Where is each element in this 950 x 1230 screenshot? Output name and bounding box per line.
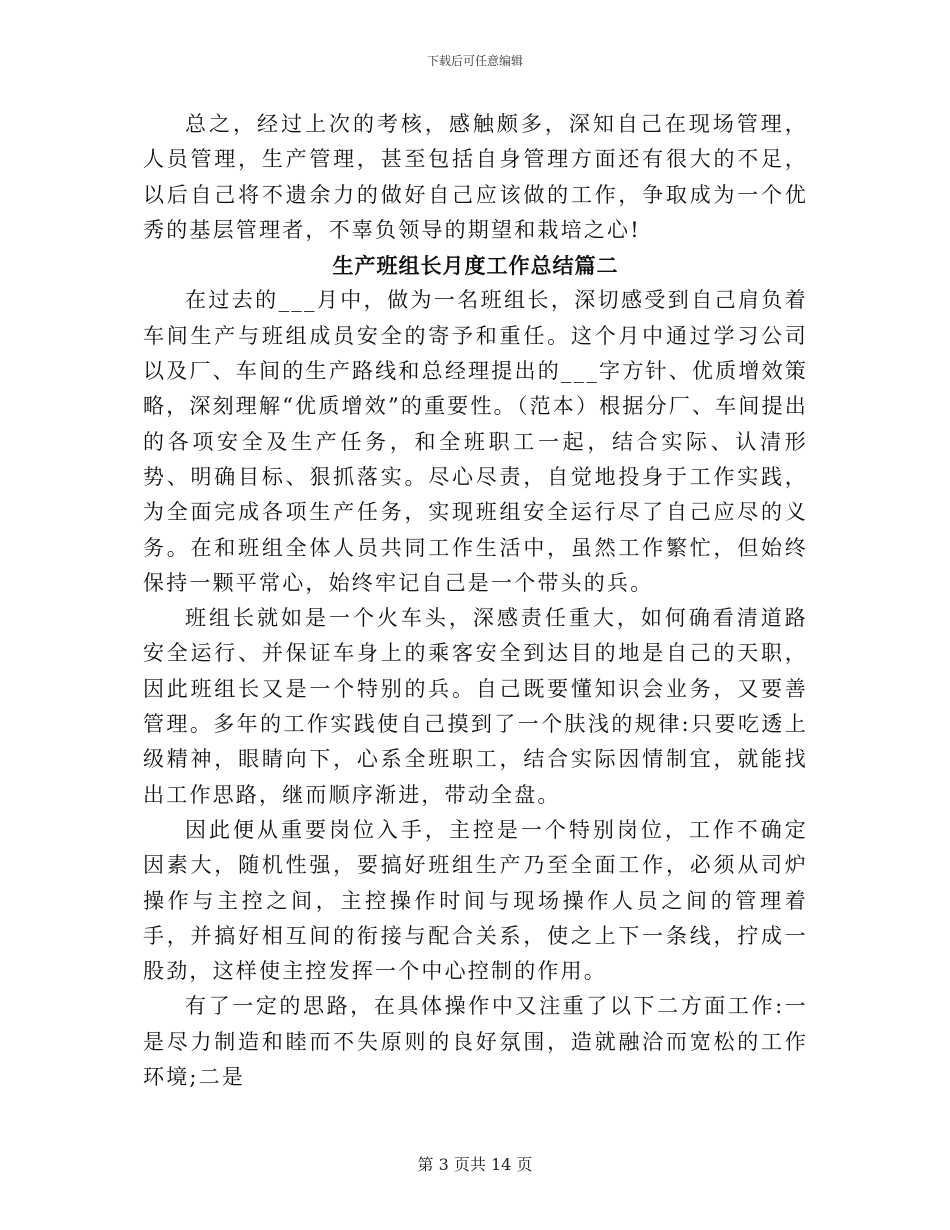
paragraph-conclusion: 总之，经过上次的考核，感触颇多，深知自己在现场管理，人员管理，生产管理，甚至包括自身管理方面还有很大的不足，以后自己将不遗余力的做好自己应该做的工作，争取成为一个优秀的基层管理者，不辜负领导的期望和栽培之心!: [143, 112, 808, 242]
paragraph-role: 班组长就如是一个火车头，深感责任重大，如何确看清道路安全运行、并保证车身上的乘客安全到达目的地是自己的天职，因此班组长又是一个特别的兵。自己既要懂知识会业务，又要善管理。多年的工作实践使自己摸到了一个肤浅的规律:只要吃透上级精神，眼睛向下，心系全班职工，结合实际因情制宜，就能找出工作思路，继而顺序渐进，带动全盘。: [143, 606, 808, 807]
document-body: [143, 107, 808, 1095]
section-title: 生产班组长月度工作总结篇二: [332, 253, 619, 279]
paragraph-overview: 在过去的___月中，做为一名班组长，深切感受到自己肩负着车间生产与班组成员安全的寄予和重任。这个月中通过学习公司以及厂、车间的生产路线和总经理提出的___字方针、优质增效策略，深刻理解“优质增效”的重要性。（范本）根据分厂、车间提出的各项安全及生产任务，和全班职工一起，结合实际、认清形势、明确目标、狠抓落实。尽心尽责，自觉地投身于工作实践，为全面完成各项生产任务，实现班组安全运行尽了自己应尽的义务。在和班组全体人员共同工作生活中，虽然工作繁忙，但始终保持一颗平常心，始终牢记自己是一个带头的兵。: [143, 288, 808, 595]
header-note: 下载后可任意编辑: [426, 54, 523, 68]
paragraph-practice: 有了一定的思路，在具体操作中又注重了以下二方面工作:一是尽力制造和睦而不失原则的良好氛围，造就融洽而宽松的工作环境;二是: [143, 994, 808, 1090]
paragraph-approach: 因此便从重要岗位入手，主控是一个特别岗位，工作不确定因素大，随机性强，要搞好班组生产乃至全面工作，必须从司炉操作与主控之间，主控操作时间与现场操作人员之间的管理着手，并搞好相互间的衔接与配合关系，使之上下一条线，拧成一股劲，这样使主控发挥一个中心控制的作用。: [143, 817, 808, 984]
page-number: 第 3 页共 14 页: [417, 1155, 533, 1174]
